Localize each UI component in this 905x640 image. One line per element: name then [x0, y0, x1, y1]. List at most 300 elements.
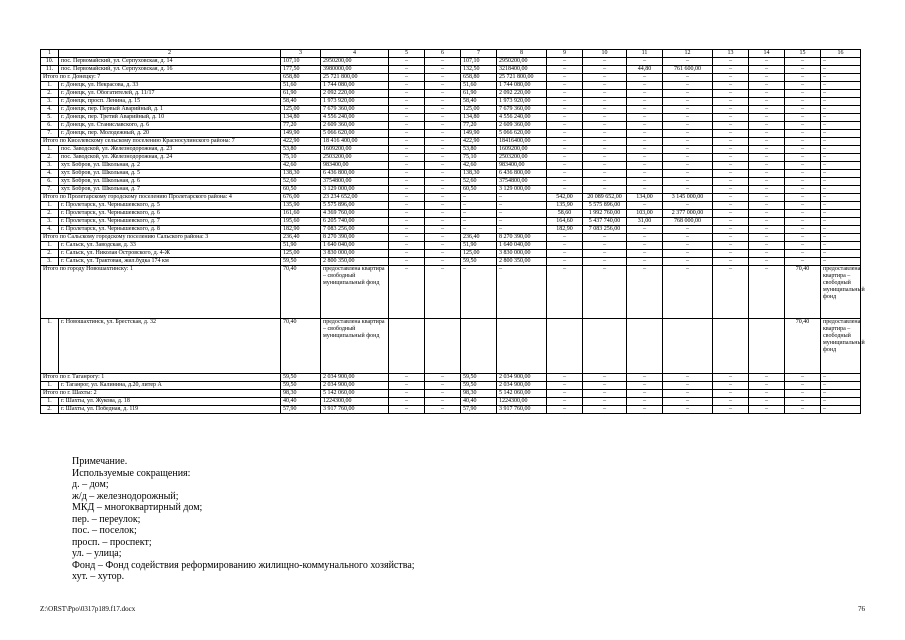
table-cell: – — [389, 122, 425, 130]
table-cell: 70,40 — [281, 266, 321, 319]
table-cell: – — [663, 242, 713, 250]
table-cell: – — [749, 74, 785, 82]
table-cell: – — [425, 154, 461, 162]
table-cell: – — [461, 218, 497, 226]
table-cell: – — [821, 154, 861, 162]
table-cell: – — [547, 382, 583, 390]
table-cell: – — [785, 82, 821, 90]
table-cell: – — [713, 218, 749, 226]
table-cell: – — [389, 398, 425, 406]
table-cell: – — [425, 114, 461, 122]
table-cell: 4 556 240,00 — [497, 114, 547, 122]
table-row — [41, 226, 861, 234]
table-cell: 103,00 — [627, 210, 663, 218]
table-cell: – — [713, 98, 749, 106]
table-cell: – — [663, 122, 713, 130]
table-cell: 134,80 — [461, 114, 497, 122]
table-cell: – — [713, 114, 749, 122]
table-cell: 2 800 350,00 — [497, 258, 547, 266]
table-cell: – — [389, 178, 425, 186]
table-cell: 40,40 — [281, 398, 321, 406]
table-cell: 1609200,00 — [497, 146, 547, 154]
table-cell: 44,80 — [627, 66, 663, 74]
table-cell: 3 830 000,00 — [497, 250, 547, 258]
table-cell: 4 556 240,00 — [321, 114, 389, 122]
column-header: 16 — [821, 50, 861, 58]
table-cell: 2503200,00 — [321, 154, 389, 162]
table-cell: – — [497, 266, 547, 319]
table-cell: – — [713, 406, 749, 414]
table-cell: – — [749, 406, 785, 414]
table-cell: – — [821, 194, 861, 202]
table-cell: – — [547, 122, 583, 130]
table-cell: предоставлена квартира – свободный муниципальный фонд — [821, 266, 861, 319]
subtotal-row — [41, 390, 861, 398]
column-header: 6 — [425, 50, 461, 58]
table-cell: – — [497, 194, 547, 202]
table-cell: – — [713, 106, 749, 114]
table-cell: пос. Заводской, ул. Железнодорожная, д. 24 — [59, 154, 281, 162]
table-cell: – — [547, 82, 583, 90]
table-cell: г. Донецк, ул. Обогатителей, д. 11/17 — [59, 90, 281, 98]
table-cell: – — [663, 226, 713, 234]
table-cell: – — [713, 82, 749, 90]
note-line: пер. – переулок; — [72, 513, 141, 525]
table-cell: – — [583, 258, 627, 266]
table-cell: г. Донецк, пер. Третий Аварийный, д. 10 — [59, 114, 281, 122]
table-cell: – — [461, 210, 497, 218]
table-cell: 75,10 — [461, 154, 497, 162]
table-cell: 53,80 — [461, 146, 497, 154]
table-cell: 134,80 — [281, 114, 321, 122]
table-cell: 3218400,00 — [497, 66, 547, 74]
table-cell: г. Сальск, ул. Заводская, д. 33 — [59, 242, 281, 250]
table-cell: 75,10 — [281, 154, 321, 162]
table-cell: – — [389, 390, 425, 398]
table-cell: Итого по Сальскому городскому поселению Сальского района: 3 — [41, 234, 281, 242]
table-cell: – — [713, 74, 749, 82]
table-cell: – — [425, 122, 461, 130]
table-cell: – — [547, 170, 583, 178]
table-row — [41, 170, 861, 178]
table-cell: – — [389, 226, 425, 234]
table-cell: – — [663, 98, 713, 106]
table-cell: – — [461, 194, 497, 202]
table-cell: 2950200,00 — [321, 58, 389, 66]
table-cell — [497, 319, 547, 374]
table-cell: пос. Первомайский, ул. Серпуховская, д. 16 — [59, 66, 281, 74]
table-cell: – — [547, 130, 583, 138]
table-cell: 51,60 — [281, 82, 321, 90]
table-cell: 3754800,00 — [497, 178, 547, 186]
table-cell: – — [749, 122, 785, 130]
table-header-row — [41, 50, 861, 58]
table-cell: – — [389, 66, 425, 74]
column-header: 11 — [627, 50, 663, 58]
table-row — [41, 186, 861, 194]
table-cell: – — [583, 170, 627, 178]
table-cell: 149,90 — [461, 130, 497, 138]
table-cell: 5 142 060,00 — [321, 390, 389, 398]
table-cell: – — [425, 162, 461, 170]
table-cell: – — [713, 130, 749, 138]
table-cell: 2 034 900,00 — [321, 374, 389, 382]
table-cell: 52,60 — [461, 178, 497, 186]
table-cell: – — [425, 258, 461, 266]
table-cell: – — [663, 178, 713, 186]
table-cell: – — [583, 82, 627, 90]
table-cell: г. Шахты, ул. Победная, д. 119 — [59, 406, 281, 414]
table-cell: – — [713, 398, 749, 406]
table-cell: – — [663, 154, 713, 162]
table-body — [41, 50, 865, 414]
table-cell: г. Пролетарск, ул. Чернышевского, д. 7 — [59, 218, 281, 226]
table-cell: – — [583, 98, 627, 106]
table-cell: – — [389, 58, 425, 66]
table-cell: предоставлена квартира – свободный муниципальный фонд — [321, 266, 389, 319]
table-cell: – — [821, 82, 861, 90]
table-cell: – — [821, 98, 861, 106]
table-cell: 51,90 — [461, 242, 497, 250]
footer-file-path: Z:\ORST\Ppo\0317p189.f17.docx — [40, 605, 136, 613]
table-cell: – — [497, 226, 547, 234]
table-cell: – — [627, 162, 663, 170]
table-cell: – — [663, 390, 713, 398]
table-cell: – — [389, 170, 425, 178]
table-cell — [749, 319, 785, 374]
table-cell: – — [389, 266, 425, 319]
table-cell: 1 973 920,00 — [321, 98, 389, 106]
subtotal-row — [41, 74, 861, 82]
table-cell — [547, 319, 583, 374]
table-cell: 1. — [41, 82, 59, 90]
table-cell: 658,80 — [461, 74, 497, 82]
table-cell: 11. — [41, 66, 59, 74]
table-cell: – — [749, 202, 785, 210]
table-cell: – — [627, 90, 663, 98]
table-cell: – — [713, 202, 749, 210]
table-cell: – — [627, 138, 663, 146]
table-cell: – — [663, 106, 713, 114]
table-cell: 983400,00 — [497, 162, 547, 170]
table-cell: – — [425, 130, 461, 138]
table-cell: 5 437 740,00 — [583, 218, 627, 226]
table-cell: 1609200,00 — [321, 146, 389, 154]
table-cell: 761 600,00 — [663, 66, 713, 74]
table-cell: – — [785, 138, 821, 146]
notes-block — [72, 456, 572, 583]
column-header: 5 — [389, 50, 425, 58]
table-cell: – — [785, 98, 821, 106]
table-cell: 2. — [41, 210, 59, 218]
table-cell: 59,50 — [281, 258, 321, 266]
table-cell: 125,00 — [461, 250, 497, 258]
table-cell: – — [663, 406, 713, 414]
table-cell: – — [627, 106, 663, 114]
table-cell: – — [547, 162, 583, 170]
table-cell: – — [547, 406, 583, 414]
table-cell: – — [425, 74, 461, 82]
table-cell: – — [785, 186, 821, 194]
table-cell: – — [749, 186, 785, 194]
table-cell: пос. Первомайский, ул. Серпуховская, д. 14 — [59, 58, 281, 66]
table-cell: – — [389, 90, 425, 98]
table-cell: – — [627, 186, 663, 194]
table-cell: – — [583, 186, 627, 194]
table-cell: – — [785, 106, 821, 114]
table-cell: – — [461, 202, 497, 210]
table-cell — [583, 319, 627, 374]
table-row — [41, 154, 861, 162]
table-cell: – — [749, 90, 785, 98]
table-cell: 2. — [41, 406, 59, 414]
table-cell: 5 066 620,00 — [321, 130, 389, 138]
table-cell: 60,50 — [461, 186, 497, 194]
table-row — [41, 82, 861, 90]
table-cell: 1 744 080,00 — [497, 82, 547, 90]
table-cell: – — [713, 162, 749, 170]
table-cell: – — [583, 374, 627, 382]
table-cell: 61,90 — [461, 90, 497, 98]
table-cell: 138,30 — [461, 170, 497, 178]
table-cell: 5 142 060,00 — [497, 390, 547, 398]
table-cell: – — [749, 114, 785, 122]
note-line: Фонд – Фонд содействия реформированию жилищно-коммунального хозяйства; — [72, 559, 415, 571]
note-line: пос. – поселок; — [72, 525, 137, 536]
table-cell: – — [497, 202, 547, 210]
column-header: 14 — [749, 50, 785, 58]
table-cell: – — [627, 258, 663, 266]
table-cell: – — [663, 170, 713, 178]
table-cell: 59,50 — [281, 382, 321, 390]
table-cell: – — [785, 242, 821, 250]
table-cell: – — [627, 178, 663, 186]
table-cell: – — [627, 82, 663, 90]
table-cell: – — [425, 170, 461, 178]
table-cell: 422,90 — [281, 138, 321, 146]
table-cell: 59,50 — [281, 374, 321, 382]
table-cell: – — [785, 162, 821, 170]
table-cell: – — [749, 398, 785, 406]
table-cell: – — [663, 202, 713, 210]
table-cell: 7. — [41, 186, 59, 194]
table-cell: – — [547, 234, 583, 242]
table-cell: – — [497, 210, 547, 218]
table-cell: – — [389, 242, 425, 250]
table-cell: – — [663, 82, 713, 90]
table-row — [41, 382, 861, 390]
table-cell: – — [627, 226, 663, 234]
table-cell: 51,90 — [281, 242, 321, 250]
column-header: 2 — [59, 50, 281, 58]
table-cell: – — [425, 390, 461, 398]
table-cell: – — [749, 226, 785, 234]
table-cell: – — [749, 210, 785, 218]
table-cell: г. Шахты, ул. Жукова, д. 18 — [59, 398, 281, 406]
table-cell: 2 034 900,00 — [497, 374, 547, 382]
table-cell: 182,90 — [547, 226, 583, 234]
table-cell: 6. — [41, 122, 59, 130]
table-cell: – — [713, 234, 749, 242]
table-cell: – — [547, 154, 583, 162]
table-cell: 1 744 080,00 — [321, 82, 389, 90]
table-cell: – — [389, 82, 425, 90]
table-cell: 59,50 — [461, 258, 497, 266]
table-cell: 52,60 — [281, 178, 321, 186]
table-cell: – — [425, 406, 461, 414]
table-cell: – — [461, 266, 497, 319]
column-header: 15 — [785, 50, 821, 58]
table-cell: – — [785, 154, 821, 162]
table-cell: 3. — [41, 218, 59, 226]
note-line: хут. – хутор. — [72, 571, 125, 582]
table-cell: – — [785, 258, 821, 266]
table-cell: – — [389, 202, 425, 210]
table-cell: – — [425, 66, 461, 74]
table-row — [41, 106, 861, 114]
table-cell: – — [583, 406, 627, 414]
table-cell: 6 205 740,00 — [321, 218, 389, 226]
table-cell: – — [785, 194, 821, 202]
table-cell: – — [627, 234, 663, 242]
table-cell: 58,60 — [547, 210, 583, 218]
table-cell: – — [425, 90, 461, 98]
table-cell: – — [389, 114, 425, 122]
table-cell: – — [583, 178, 627, 186]
table-cell: г. Пролетарск, ул. Чернышевского, д. 5 — [59, 202, 281, 210]
table-cell: – — [583, 162, 627, 170]
table-cell: 135,90 — [547, 202, 583, 210]
table-cell: 161,60 — [281, 210, 321, 218]
table-cell: 2 092 220,00 — [497, 90, 547, 98]
table-cell: – — [547, 390, 583, 398]
table-cell: Итого по г. Донецку: 7 — [41, 74, 281, 82]
table-cell: пос. Заводской, ул. Железнодорожная, д. 23 — [59, 146, 281, 154]
table-cell: – — [583, 58, 627, 66]
table-cell: 57,90 — [281, 406, 321, 414]
table-cell: – — [425, 146, 461, 154]
table-cell: – — [663, 258, 713, 266]
table-cell: – — [547, 114, 583, 122]
table-cell: 58,40 — [281, 98, 321, 106]
table-cell: – — [821, 374, 861, 382]
table-cell: 236,40 — [461, 234, 497, 242]
table-cell: – — [389, 74, 425, 82]
table-cell: – — [785, 390, 821, 398]
table-cell: хут. Бобров, ул. Школьная, д. 5 — [59, 170, 281, 178]
table-cell: – — [821, 202, 861, 210]
table-cell: 3 129 000,00 — [497, 186, 547, 194]
table-cell: – — [547, 58, 583, 66]
table-cell: – — [627, 74, 663, 82]
table-cell: – — [627, 58, 663, 66]
table-cell: 195,60 — [281, 218, 321, 226]
table-cell: 1. — [41, 202, 59, 210]
table-cell: 1 640 040,00 — [321, 242, 389, 250]
table-cell: 125,00 — [461, 106, 497, 114]
table-cell: – — [627, 170, 663, 178]
table-cell: – — [821, 390, 861, 398]
table-cell: 3. — [41, 162, 59, 170]
table-cell: 8 270 390,00 — [497, 234, 547, 242]
table-cell: г. Новошахтинск, ул. Брестская, д. 32 — [59, 319, 281, 374]
table-cell: – — [583, 242, 627, 250]
table-cell: – — [713, 138, 749, 146]
table-cell: 53,80 — [281, 146, 321, 154]
table-cell: – — [785, 202, 821, 210]
subtotal-row — [41, 138, 861, 146]
table-cell: Итого по г. Таганрогу: 1 — [41, 374, 281, 382]
table-cell: 70,40 — [785, 319, 821, 374]
table-cell: 7 679 360,00 — [497, 106, 547, 114]
table-cell: 1 992 760,00 — [583, 210, 627, 218]
table-cell: – — [425, 374, 461, 382]
table-cell: 107,10 — [281, 58, 321, 66]
table-cell: – — [821, 90, 861, 98]
table-cell: – — [821, 162, 861, 170]
column-header: 7 — [461, 50, 497, 58]
table-cell — [389, 319, 425, 374]
table-cell: 1 640 040,00 — [497, 242, 547, 250]
table-cell: 2950200,00 — [497, 58, 547, 66]
table-cell: г. Сальск, ул. Трактовая, жил.будка 174 км — [59, 258, 281, 266]
table-cell: – — [663, 74, 713, 82]
table-cell: 7. — [41, 130, 59, 138]
table-cell: 4. — [41, 170, 59, 178]
table-cell: – — [785, 74, 821, 82]
table-cell: – — [425, 226, 461, 234]
table-cell: – — [663, 398, 713, 406]
table-cell: 42,60 — [461, 162, 497, 170]
table-cell: 2 609 360,00 — [497, 122, 547, 130]
table-cell: – — [425, 186, 461, 194]
table-row — [41, 210, 861, 218]
table-cell: – — [583, 106, 627, 114]
table-cell: – — [713, 90, 749, 98]
table-cell: 5 066 620,00 — [497, 130, 547, 138]
table-cell: 57,90 — [461, 406, 497, 414]
table-cell: 768 000,00 — [663, 218, 713, 226]
table-cell: – — [713, 122, 749, 130]
table-row — [41, 178, 861, 186]
table-cell: – — [785, 66, 821, 74]
table-cell: г. Донецк, пер. Молодежный, д. 20 — [59, 130, 281, 138]
table-cell: – — [749, 170, 785, 178]
subtotal-row — [41, 374, 861, 382]
table-cell: – — [583, 154, 627, 162]
table-cell: – — [749, 234, 785, 242]
table-cell: 1. — [41, 319, 59, 374]
table-cell: – — [785, 114, 821, 122]
table-cell: 70,40 — [785, 266, 821, 319]
table-cell: 5. — [41, 114, 59, 122]
table-cell: – — [663, 374, 713, 382]
table-cell: г. Пролетарск, ул. Чернышевского, д. 6 — [59, 210, 281, 218]
table-cell: 25 721 800,00 — [321, 74, 389, 82]
table-cell: – — [389, 130, 425, 138]
table-cell: 3. — [41, 98, 59, 106]
table-cell: 51,60 — [461, 82, 497, 90]
table-cell: 3754800,00 — [321, 178, 389, 186]
table-cell: – — [627, 114, 663, 122]
table-cell: – — [785, 178, 821, 186]
table-row — [41, 319, 861, 374]
table-cell: – — [821, 382, 861, 390]
table-cell: – — [389, 154, 425, 162]
table-cell: – — [389, 250, 425, 258]
table-row — [41, 114, 861, 122]
table-cell: 2 092 220,00 — [321, 90, 389, 98]
